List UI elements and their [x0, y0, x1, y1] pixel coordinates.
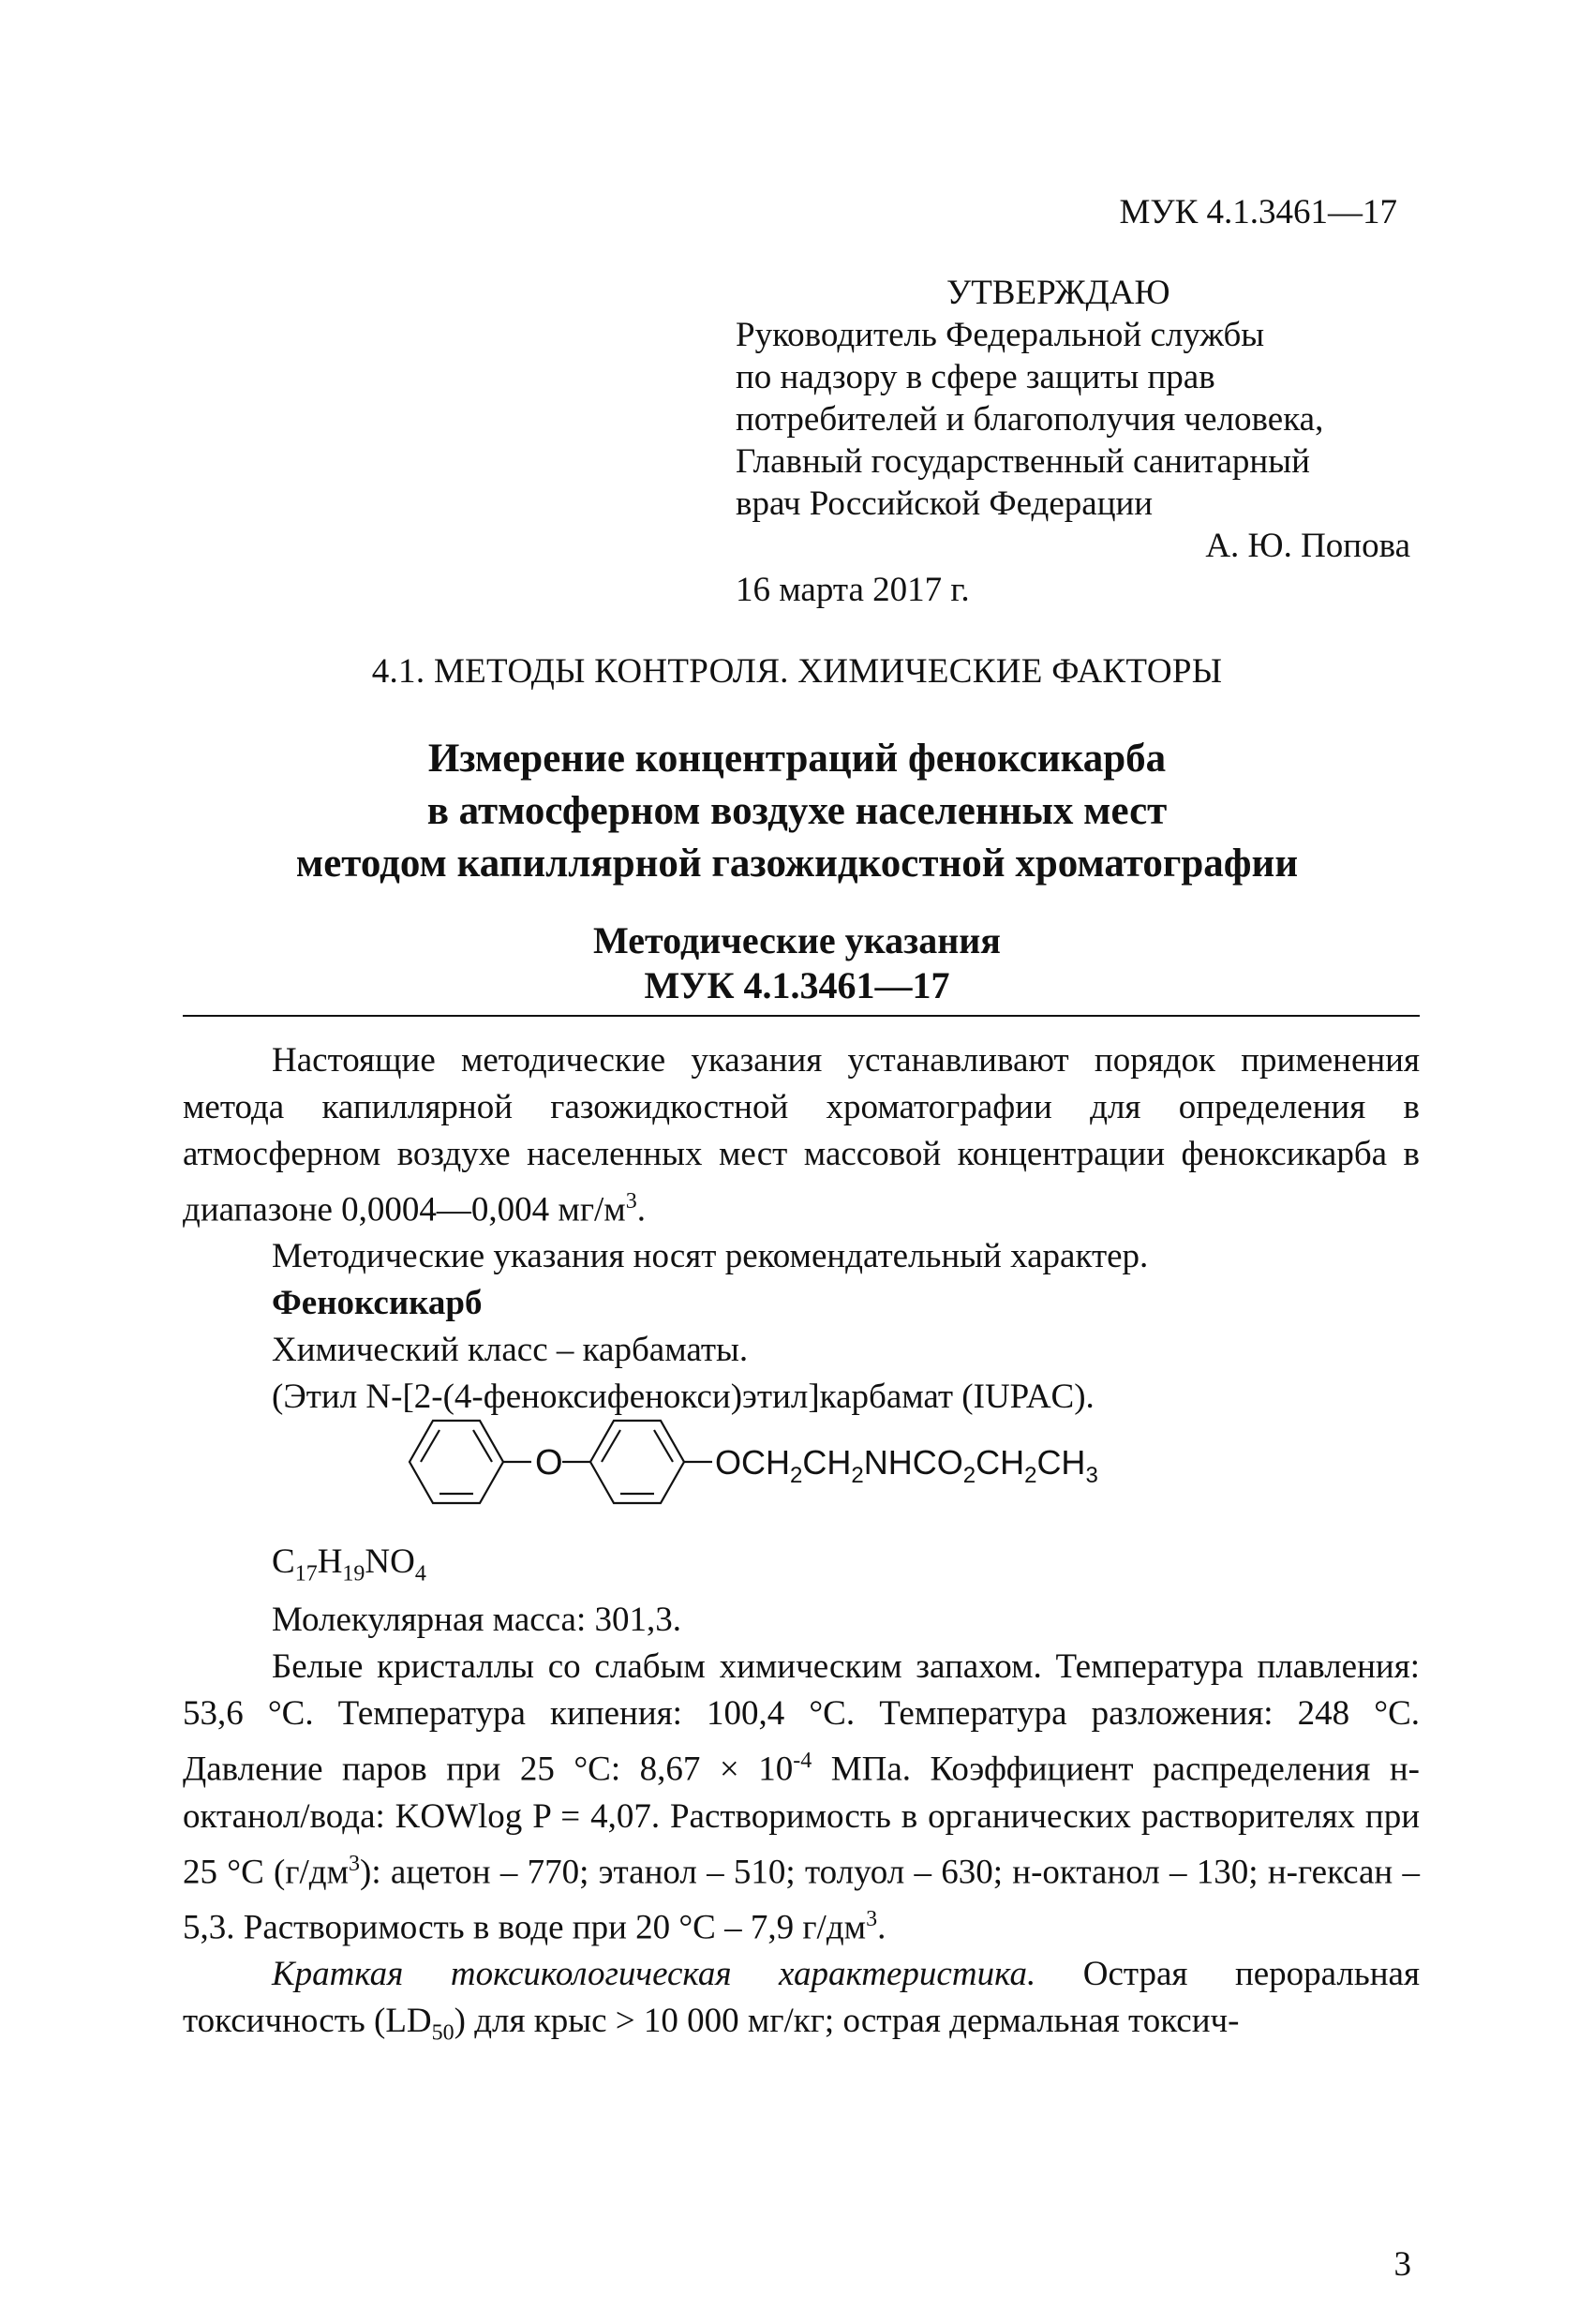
- body-text: [183, 1037, 1420, 1421]
- approval-line: Руководитель Федеральной службы: [736, 316, 1265, 354]
- intro-sup: 3: [625, 1189, 637, 1214]
- approval-block: [736, 272, 1410, 611]
- iupac-name: (Этил N-[2-(4-феноксифенокси)этил]карбамат (IUPAC).: [272, 1378, 1095, 1417]
- molecular-formula: $C_{17}H_{19}NO_4$: [272, 1542, 426, 1587]
- substance-name: Феноксикарб: [272, 1284, 483, 1323]
- benzene-ring-right: [590, 1421, 684, 1503]
- side-chain: $OCH_2CH_2NHCO_2CH_2CH_3$: [715, 1443, 1098, 1488]
- main-title: [0, 733, 1594, 890]
- toxicology: Краткая токсикологическая характеристика. Острая пероральная токсичность $(LD_{50})$ для крыс > 10 000 мг/кг; острая дермальная токсич-: [183, 1955, 1420, 2046]
- recommendation: Методические указания носят рекомендательный характер.: [272, 1237, 1149, 1276]
- subtitle-line: МУК 4.1.3461—17: [644, 964, 950, 1006]
- document-code: МУК 4.1.3461—17: [1119, 193, 1397, 231]
- intro-text: Настоящие методические указания устанавливают порядок применения метода капиллярной газожидкостной хроматографии для определения в атмосферном воздухе населенных мест массовой концентрации феноксикарба в диапазоне 0,0004—0,004 мг/м: [183, 1041, 1420, 1229]
- approval-line: врач Российской Федерации: [736, 484, 1154, 523]
- title-divider: [183, 1015, 1420, 1017]
- intro-end: .: [636, 1190, 646, 1229]
- subtitle-line: Методические указания: [593, 919, 1001, 961]
- bridge-oxygen: O: [535, 1443, 563, 1482]
- main-title-line: в атмосферном воздухе населенных мест: [426, 789, 1168, 833]
- approval-line: потребителей и благополучия человека,: [736, 400, 1324, 439]
- approval-word: УТВЕРЖДАЮ: [946, 274, 1170, 312]
- physical-properties: Белые кристаллы со слабым химическим запахом. Температура плавления: 53,6 °С. Температура кипения: 100,4 °С. Температура разложения: 248 °С. Давление паров при 25 °С: $8,67 \times 10^{-4}$ МПа. Коэффициент распределения н-октанол/вода: KOWlog P = 4,07. Растворимость в органических растворителях при 25 °С $(г/дм^3)$: ацетон – 770; этанол – 510; толуол – 630; н-октанол – 130; н-гексан – 5,3. Растворимость в воде при 20 °С – 7,9 $г/дм^3$.: [183, 1647, 1420, 1947]
- approval-line: по надзору в сфере защиты прав: [736, 358, 1215, 396]
- properties-block: [183, 1539, 1420, 2057]
- benzene-ring-left: [410, 1421, 503, 1503]
- approval-signer: А. Ю. Попова: [1205, 527, 1410, 565]
- approval-date: 16 марта 2017 г.: [736, 571, 970, 609]
- toxicology-label: Краткая токсикологическая характеристика.: [272, 1955, 1036, 1994]
- intro-paragraph: [183, 1037, 1420, 1233]
- approval-line: Главный государственный санитарный: [736, 442, 1310, 481]
- section-title: 4.1. МЕТОДЫ КОНТРОЛЯ. ХИМИЧЕСКИЕ ФАКТОРЫ: [371, 652, 1223, 691]
- main-title-line: Измерение концентраций феноксикарба: [427, 737, 1167, 781]
- structural-formula: [398, 1401, 1242, 1523]
- main-title-line: методом капиллярной газожидкостной хроматографии: [295, 842, 1299, 886]
- chemical-class: Химический класс – карбаматы.: [272, 1331, 749, 1370]
- page-number: 3: [1393, 2245, 1411, 2284]
- molar-mass: Молекулярная масса: 301,3.: [272, 1601, 682, 1640]
- subtitle: [0, 918, 1594, 1008]
